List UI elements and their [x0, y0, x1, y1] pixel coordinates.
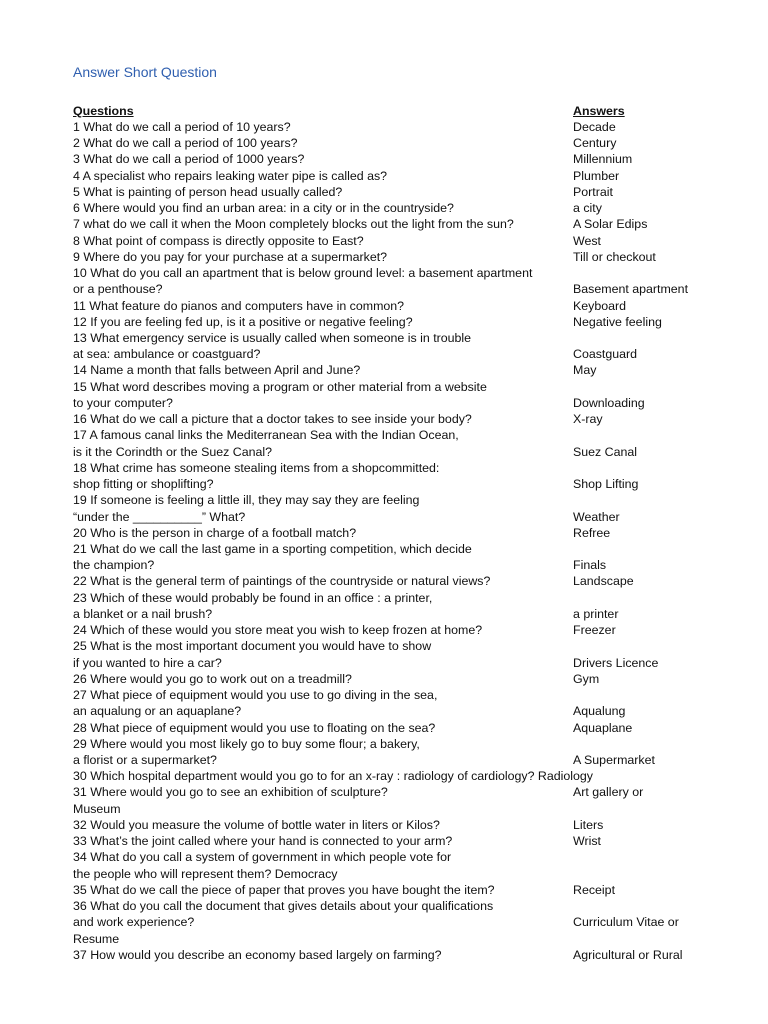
question-line: 19 If someone is feeling a little ill, they may say they are feeling — [73, 493, 420, 507]
question-line: 12 If you are feeling fed up, is it a positive or negative feeling? — [73, 315, 413, 329]
answer-line: Downloading — [573, 396, 645, 410]
question-line: Resume — [73, 932, 120, 946]
question-line: 24 Which of these would you store meat you wish to keep frozen at home? — [73, 623, 483, 637]
question-line: 6 Where would you find an urban area: in a city or in the countryside? — [73, 201, 454, 215]
question-line: at sea: ambulance or coastguard? — [73, 347, 261, 361]
answer-line: a city — [573, 201, 602, 215]
question-line: 23 Which of these would probably be found in an office : a printer, — [73, 591, 433, 605]
question-line: Museum — [73, 802, 121, 816]
answer-line: Weather — [573, 510, 620, 524]
answer-line: X-ray — [573, 412, 603, 426]
answer-line: Freezer — [573, 623, 616, 637]
answer-line: Curriculum Vitae or — [573, 915, 679, 929]
answer-line: Suez Canal — [573, 445, 638, 459]
answer-line: West — [573, 234, 601, 248]
question-line: 11 What feature do pianos and computers have in common? — [73, 299, 405, 313]
question-line: 27 What piece of equipment would you use to go diving in the sea, — [73, 688, 438, 702]
question-line: 35 What do we call the piece of paper that proves you have bought the item? — [73, 883, 495, 897]
answer-line: Shop Lifting — [573, 477, 639, 491]
question-line: 2 What do we call a period of 100 years? — [73, 136, 298, 150]
answer-line: Plumber — [573, 169, 620, 183]
answer-line: A Supermarket — [573, 753, 655, 767]
question-line: 37 How would you describe an economy based largely on farming? — [73, 948, 442, 962]
answer-line: May — [573, 363, 597, 377]
answers-header: Answers — [573, 104, 625, 118]
question-line: a florist or a supermarket? — [73, 753, 217, 767]
question-line: the people who will represent them? Democracy — [73, 867, 338, 881]
question-line: 22 What is the general term of paintings of the countryside or natural views? — [73, 574, 491, 588]
answer-line: Refree — [573, 526, 611, 540]
question-line: 25 What is the most important document you would have to show — [73, 639, 432, 653]
answer-line: Landscape — [573, 574, 634, 588]
page-title: Answer Short Question — [73, 64, 217, 80]
question-line: 30 Which hospital department would you go to for an x-ray : radiology of cardiology? Radiology — [73, 769, 594, 783]
questions-header: Questions — [73, 104, 134, 118]
answer-line: Keyboard — [573, 299, 627, 313]
answer-line: Millennium — [573, 152, 633, 166]
answer-line: Drivers Licence — [573, 656, 659, 670]
question-line: 36 What do you call the document that gives details about your qualifications — [73, 899, 494, 913]
question-line: 28 What piece of equipment would you use to floating on the sea? — [73, 721, 436, 735]
question-line: 26 Where would you go to work out on a treadmill? — [73, 672, 352, 686]
answer-line: Art gallery or — [573, 785, 644, 799]
question-line: if you wanted to hire a car? — [73, 656, 222, 670]
answer-line: Portrait — [573, 185, 613, 199]
question-line: 5 What is painting of person head usually called? — [73, 185, 343, 199]
question-line: 32 Would you measure the volume of bottle water in liters or Kilos? — [73, 818, 440, 832]
question-line: an aqualung or an aquaplane? — [73, 704, 242, 718]
answer-line: Aqualung — [573, 704, 626, 718]
answer-line: Liters — [573, 818, 604, 832]
question-line: and work experience? — [73, 915, 195, 929]
question-line: “under the __________” What? — [73, 510, 246, 524]
question-line: 29 Where would you most likely go to buy some flour; a bakery, — [73, 737, 420, 751]
answer-line: Finals — [573, 558, 607, 572]
question-line: 1 What do we call a period of 10 years? — [73, 120, 291, 134]
question-line: 33 What’s the joint called where your hand is connected to your arm? — [73, 834, 453, 848]
question-line: 16 What do we call a picture that a doctor takes to see inside your body? — [73, 412, 472, 426]
answer-line: Till or checkout — [573, 250, 656, 264]
question-line: 14 Name a month that falls between April and June? — [73, 363, 361, 377]
answer-line: Decade — [573, 120, 616, 134]
question-line: the champion? — [73, 558, 155, 572]
question-line: 7 what do we call it when the Moon completely blocks out the light from the sun? — [73, 217, 514, 231]
question-line: 9 Where do you pay for your purchase at a supermarket? — [73, 250, 388, 264]
question-line: 31 Where would you go to see an exhibition of sculpture? — [73, 785, 388, 799]
question-line: 4 A specialist who repairs leaking water pipe is called as? — [73, 169, 388, 183]
question-line: 15 What word describes moving a program or other material from a website — [73, 380, 487, 394]
answer-line: a printer — [573, 607, 619, 621]
question-line: 17 A famous canal links the Mediterranean Sea with the Indian Ocean, — [73, 428, 459, 442]
question-line: 20 Who is the person in charge of a football match? — [73, 526, 357, 540]
answer-line: Wrist — [573, 834, 601, 848]
question-line: 10 What do you call an apartment that is below ground level: a basement apartment — [73, 266, 533, 280]
answer-line: Gym — [573, 672, 600, 686]
question-line: 21 What do we call the last game in a sporting competition, which decide — [73, 542, 472, 556]
answer-line: Basement apartment — [573, 282, 689, 296]
answer-line: Negative feeling — [573, 315, 662, 329]
question-line: 34 What do you call a system of government in which people vote for — [73, 850, 452, 864]
answer-line: Coastguard — [573, 347, 638, 361]
question-line: 8 What point of compass is directly opposite to East? — [73, 234, 364, 248]
question-line: to your computer? — [73, 396, 173, 410]
answer-line: Agricultural or Rural — [573, 948, 683, 962]
question-line: 13 What emergency service is usually called when someone is in trouble — [73, 331, 472, 345]
answer-line: A Solar Edips — [573, 217, 648, 231]
answer-line: Aquaplane — [573, 721, 633, 735]
question-line: 3 What do we call a period of 1000 years? — [73, 152, 305, 166]
answer-line: Century — [573, 136, 617, 150]
answer-line: Receipt — [573, 883, 616, 897]
question-line: or a penthouse? — [73, 282, 163, 296]
question-line: is it the Corindth or the Suez Canal? — [73, 445, 273, 459]
question-line: 18 What crime has someone stealing items from a shopcommitted: — [73, 461, 440, 475]
question-line: a blanket or a nail brush? — [73, 607, 213, 621]
question-line: shop fitting or shoplifting? — [73, 477, 214, 491]
